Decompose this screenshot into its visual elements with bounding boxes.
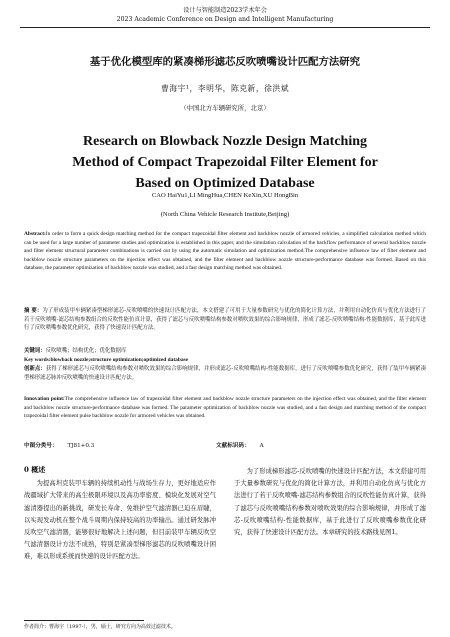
keywords-cn-label: 关键词： — [24, 348, 46, 354]
abstract-cn-text: 为了形成装甲车辆紧凑型梯形滤芯-反吹喷嘴的快速设计匹配方法，本文搭建了可用于大量参数研究与优化的简化计算方法，并利用自动化仿真与优化方法进行了若干反吹喷嘴-滤芯结构参数组合的反吹性能仿真计算，获得了滤芯与反吹喷嘴结构参数对喷吹效果的综合影响规律，形成了滤芯-反吹喷嘴结构-性能数据库，基于此库进行了反吹喷嘴参数优化研究，获得了快速设计匹配方法。 — [24, 308, 426, 332]
keywords-en — [24, 356, 426, 365]
abstract-en — [24, 230, 426, 273]
body-column-left — [24, 464, 216, 564]
keywords-cn — [24, 347, 426, 356]
body-paragraph-left: 为提高坦克装甲车辆的持续机动性与战场生存力，更好地适应作战疆域扩大带来的高尘极限环境以及高功率密度、模块化发展对空气滤清器提出的新挑战，研发长寿命、免维护空气滤清器已迫在眉睫，以实现发动机在整个战斗周期内保持较高的功率输出。通过研发脉冲反吹空气滤清器，能够很好地解决上述问题，但目前装甲车辆反吹空气滤清器设计方法不成熟，特别是紧凑型梯形滤芯的反吹喷嘴设计困难，难以形成系统而快速的设计匹配方法。 — [24, 480, 216, 561]
abstract-en-label: Abstract: — [24, 231, 46, 237]
keywords-cn-text: 反吹喷嘴；结构优化；优化数据库 — [45, 348, 127, 354]
paper-title-cn: 基于优化模型库的紧凑梯形滤芯反吹喷嘴设计匹配方法研究 — [89, 56, 361, 68]
author-footnote: 作者简介：曹海宇（1997-），男，硕士，研究方向为高效过滤技术。 — [24, 624, 176, 630]
paper-title-en-line3: Based on Optimized Database — [135, 176, 315, 191]
paper-title-en — [0, 131, 450, 194]
section-heading: 0 概述 — [24, 465, 46, 474]
innovation-cn-label: 创新点： — [24, 366, 46, 372]
abstract-cn — [24, 307, 426, 333]
header-rule — [20, 27, 430, 28]
clc-value: TJ81+0.3 — [67, 443, 95, 449]
classification-row — [24, 441, 426, 449]
innovation-cn-text: 获得了梯形滤芯与反吹喷嘴结构参数对喷吹效果的综合影响规律，并形成滤芯-反吹喷嘴结构-性能数据库，进行了反吹喷嘴参数优化研究，获得了装甲车辆紧凑型梯形滤芯脉冲反吹喷嘴的快速设计匹配方法。 — [24, 366, 426, 381]
body-paragraph-right: 为了形成梯形滤芯-反吹喷嘴的快速设计匹配方法，本文搭建可用于大量参数研究与优化的简化计算方法，并利用自动化仿真与优化方法进行了若干反吹喷嘴-滤芯结构参数组合的反吹性能仿真计算，获得了滤芯与反吹喷嘴结构参数对喷吹效果的综合影响规律，并形成了滤芯-反吹喷嘴结构-性能数据库，基于此进行了反吹喷嘴参数优化研究，获得了快速设计匹配方法。本章研究的技术路线见图1。 — [234, 468, 426, 537]
authors-en: CAO HaiYu1,LI MingHua,CHEN KeXin,XU HongBin — [151, 192, 299, 199]
running-head-en: 2023 Academic Conference on Design and Intelligent Manufacturing — [116, 16, 334, 23]
doc-code-value: A — [259, 443, 264, 449]
abstract-en-text: In order to form a quick design matching method for the compact trapezoidal filter element and backblow nozzle of armored vehicles, a simplified calculation method which can be used for a large number of parameter studies and optimization is established in this paper, and the simulation calculation of the backflow performance of several backblow nozzle and filter element structural parameter combinations is carried out by using the automatic simulation and optimization method.The comprehensive influence law of filter element and backblow nozzle structure parameters on the injection effect was obtained, and the filter element and backblow nozzle structure-performance database was formed. Based on this database, the parameter optimization of backblow nozzle was studied, and a fast design matching method was obtained. — [24, 231, 426, 272]
body-column-right — [234, 466, 426, 539]
paper-title-en-line2: Method of Compact Trapezoidal Filter Element for — [72, 155, 378, 170]
authors-cn: 曹海宇¹，李明华，陈克新，徐洪斌 — [160, 84, 290, 93]
paper-title-en-line1: Research on Blowback Nozzle Design Matching — [83, 134, 367, 149]
footnote-rule — [24, 620, 144, 621]
keywords-en-text: blowback nozzle;structure optimization;optimized database — [50, 357, 189, 363]
abstract-cn-label: 摘 要： — [24, 308, 43, 314]
running-head-cn: 设计与智能制造2023学术年会 — [183, 7, 267, 14]
innovation-en-label: Innovation point: — [24, 396, 65, 402]
keywords-en-label: Key words: — [24, 357, 51, 363]
affiliation-en: (North China Vehicle Research Institute,Beijing) — [160, 211, 290, 218]
innovation-cn — [24, 365, 426, 382]
innovation-en-text: The comprehensive influence law of trapezoidal filter element and backblow nozzle structure parameters on the injection effect was obtained, and the filter element and backblow nozzle structure-performance database was formed. The parameter optimization of backblow nozzle was studied, and a fast design and matching method of the compact trapezoidal filter element pulse backblow nozzle for armored vehicles was obtained. — [24, 396, 426, 420]
affiliation-cn: （中国北方车辆研究所，北京） — [180, 104, 270, 112]
doc-code-label: 文献标识码： — [216, 443, 250, 449]
innovation-en — [24, 395, 426, 421]
clc-label: 中图分类号： — [24, 443, 58, 449]
